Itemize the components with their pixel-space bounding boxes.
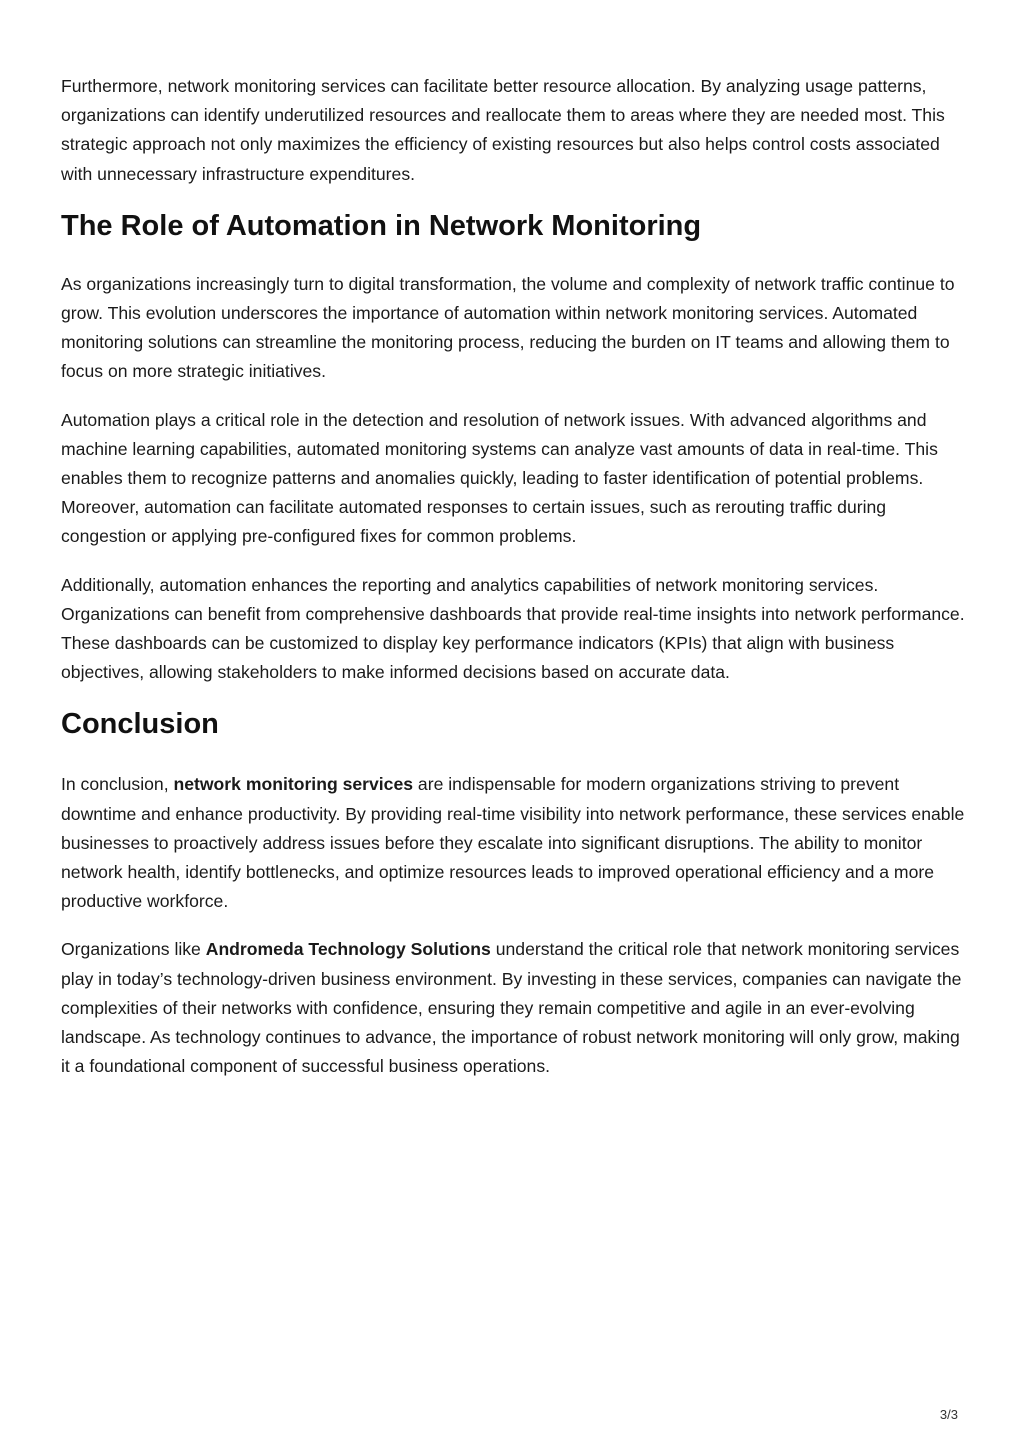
paragraph-conclusion	[61, 770, 966, 916]
bold-andromeda-technology-solutions: Andromeda Technology Solutions	[205, 939, 491, 960]
paragraph-detection-resolution: Automation plays a critical role in the detection and resolution of network issues. With advanced algorithms and machine learning capabilities, automated monitoring systems can analyze vast amounts of data in real-time. This enables them to recognize patterns and anomalies quickly, leading to faster identification of potential problems. Moreover, automation can facilitate automated responses to certain issues, such as rerouting traffic during congestion or applying pre-configured fixes for common problems.	[61, 409, 938, 547]
page-number: 3/3	[939, 1407, 958, 1422]
paragraph-resource-allocation: Furthermore, network monitoring services can facilitate better resource allocation. By analyzing usage patterns, organizations can identify underutilized resources and reallocate them to areas where they are needed most. This strategic approach not only maximizes the efficiency of existing resources but also helps control costs associated with unnecessary infrastructure expenditures.	[61, 76, 945, 184]
paragraph-andromeda-suffix: understand the critical role that network monitoring services play in today’s technology-driven business environment. By investing in these services, companies can navigate the complexities of their networks with confidence, ensuring they remain competitive and agile in an ever-evolving landscape. As technology continues to advance, the importance of robust network monitoring will only grow, making it a foundational component of successful business operations.	[61, 939, 962, 1077]
paragraph-digital-transformation: As organizations increasingly turn to digital transformation, the volume and complexity of network traffic continue to grow. This evolution underscores the importance of automation within network monitoring services. Automated monitoring solutions can streamline the monitoring process, reducing the burden on IT teams and allowing them to focus on more strategic initiatives.	[61, 273, 955, 382]
heading-conclusion: Conclusion	[61, 708, 219, 741]
paragraph-andromeda	[61, 935, 966, 1081]
bold-network-monitoring-services: network monitoring services	[173, 774, 414, 795]
paragraph-andromeda-prefix: Organizations like	[61, 939, 206, 960]
paragraph-reporting-analytics: Additionally, automation enhances the reporting and analytics capabilities of network monitoring services. Organizations can benefit from comprehensive dashboards that provide real-time insights into network performance. These dashboards can be customized to display key performance indicators (KPIs) that align with business objectives, allowing stakeholders to make informed decisions based on accurate data.	[61, 574, 965, 683]
document-page	[61, 72, 966, 1100]
paragraph-conclusion-prefix: In conclusion,	[61, 774, 174, 795]
paragraph-conclusion-suffix: are indispensable for modern organizations striving to prevent downtime and enhance productivity. By providing real-time visibility into network performance, these services enable businesses to proactively address issues before they escalate into significant disruptions. The ability to monitor network health, identify bottlenecks, and optimize resources leads to improved operational efficiency and a more productive workforce.	[61, 774, 965, 912]
heading-role-of-automation: The Role of Automation in Network Monitoring	[61, 209, 702, 242]
